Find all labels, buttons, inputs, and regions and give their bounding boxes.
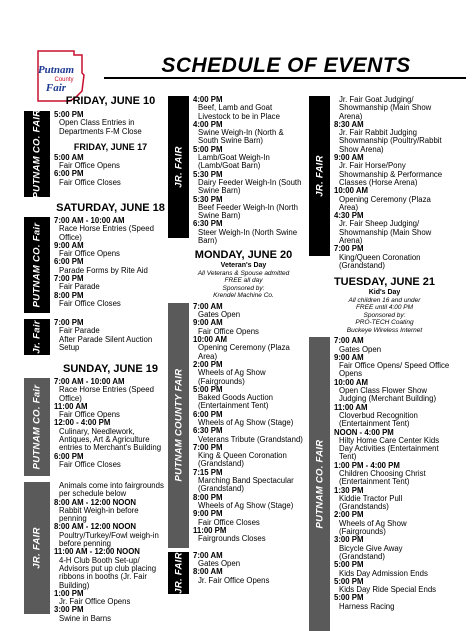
day-subtitle: Sponsored by:: [363, 311, 406, 319]
section-label-text: PUTNAM CO. FAIR: [31, 109, 43, 199]
event-description: Fair Office Opens: [59, 249, 120, 259]
event-time: 6:00 PM: [193, 409, 223, 419]
section-label-text: PUTNAM CO. FAIR: [314, 439, 325, 529]
day-heading-saturday: SATURDAY, JUNE 18: [56, 202, 165, 214]
day-subtitle: All children 16 and under: [348, 296, 421, 304]
event-time: 1:00 PM: [54, 588, 84, 598]
event-time: 11:00 AM - 12:00 NOON: [54, 547, 140, 557]
block-body: [50, 95, 167, 108]
day-subtitle: Krendel Machine Co.: [213, 292, 274, 300]
event-description: Fair Office Closes: [59, 459, 121, 469]
block-body: [24, 95, 50, 108]
section-label-text: PUTNAM COUNTY FAIR: [173, 368, 184, 482]
event-entry: [334, 187, 450, 212]
event-description: Fair Parade: [59, 326, 100, 336]
block-body: [189, 552, 305, 594]
day-subtitle: Buckeye Wireless Internet: [346, 326, 423, 334]
event-entry: [193, 552, 305, 569]
monday-pc-block: [168, 303, 305, 548]
event-description: King & Queen Coronation (Grandstand): [198, 451, 287, 469]
event-time: 11:00 AM: [334, 402, 368, 412]
event-entry: [193, 196, 305, 221]
day-heading-friday-june-17: FRIDAY, JUNE 17: [73, 141, 148, 152]
event-time: 9:00 AM: [334, 352, 364, 362]
day-heading-monday: MONDAY, JUNE 20: [194, 249, 293, 262]
event-time: 5:00 PM: [193, 384, 223, 394]
event-entry: [54, 419, 167, 452]
sunday-pc-block: [24, 378, 167, 476]
event-time: 5:30 PM: [193, 169, 223, 179]
event-entry: [54, 242, 167, 259]
event-time: 5:30 PM: [193, 194, 223, 204]
friday-pc-block: [24, 111, 167, 197]
tuesday-header: [319, 276, 450, 334]
event-time: 4:30 PM: [334, 211, 364, 221]
event-description: Kiddie Tractor Pull (Grandstands): [339, 493, 403, 512]
event-description: Jr. Fair Sheep Judging/ Showmanship (Main Show Arena): [339, 219, 432, 246]
day-subtitle: PRO-TECH Coating: [355, 319, 414, 327]
event-description: Harness Racing: [339, 601, 395, 611]
event-description: Fair Office Closes: [59, 298, 121, 308]
event-time: 3:00 PM: [334, 535, 364, 545]
day-heading-friday-june-10: FRIDAY, JUNE 10: [65, 95, 156, 107]
event-description: Gates Open: [339, 344, 382, 354]
section-label-putnam-co-fair: [309, 337, 330, 631]
event-description: Wheels of Ag Show (Fairgrounds): [198, 368, 266, 386]
page-title: SCHEDULE OF EVENTS: [161, 54, 411, 77]
event-time: 9:00 PM: [193, 509, 223, 519]
section-label-putnam-co-fair: [24, 378, 50, 476]
event-description: Fair Office Closes: [198, 517, 260, 527]
event-entry: [54, 111, 167, 136]
event-time: 12:00 - 4:00 PM: [54, 418, 111, 428]
saturday-jr-block: [24, 319, 167, 355]
event-time: 5:00 PM: [334, 593, 364, 603]
event-entry: [193, 444, 305, 469]
monday-jr-block: [168, 552, 305, 594]
event-entry: [334, 578, 450, 595]
svg-text:Putnam: Putnam: [37, 64, 75, 76]
column-3: [309, 96, 450, 631]
event-time: 6:30 PM: [193, 426, 223, 436]
event-description: Opening Ceremony (Plaza Area): [339, 194, 431, 212]
event-time: 6:00 PM: [54, 169, 84, 179]
event-description: Swine in Barns: [59, 613, 112, 623]
sunday-jr-continued-block: [168, 96, 305, 245]
event-entry: [193, 386, 305, 411]
event-description: Fair Office Opens: [198, 326, 259, 336]
column-1: [24, 92, 167, 623]
event-entry: [54, 336, 167, 353]
event-entry: [54, 499, 167, 524]
svg-text:Fair: Fair: [45, 82, 67, 94]
event-entry: [54, 453, 167, 470]
day-subtitle: Sponsored by:: [222, 284, 265, 292]
event-time: 7:00 PM: [334, 244, 364, 254]
event-time: 2:00 PM: [193, 359, 223, 369]
event-entry: [193, 96, 305, 121]
event-description: Dairy Feeder Weigh-In (South Swine Barn): [198, 177, 302, 196]
event-entry: [193, 361, 305, 386]
section-label-jr-fair: [168, 552, 189, 594]
event-description: Race Horse Entries (Speed Office): [59, 224, 154, 242]
event-description: Parade Forms by Rite Aid: [59, 265, 148, 275]
section-label-jr-fair: [309, 96, 330, 256]
event-description: Beef, Lamb and Goat Livestock to be in Place: [198, 103, 280, 121]
event-description: Wheels of Ag Show (Stage): [198, 418, 294, 427]
event-entry: [193, 146, 305, 171]
event-description: Baked Goods Auction (Entertainment Tent): [198, 393, 273, 411]
day-heading-tuesday: TUESDAY, JUNE 21: [333, 276, 436, 289]
event-entry: [54, 275, 167, 292]
event-time: 10:00 AM: [334, 186, 368, 196]
event-description: Swine Weigh-In (North & South Swine Barn): [198, 128, 284, 146]
event-time: 5:00 AM: [54, 152, 84, 162]
sunday-jr-block: [24, 482, 167, 623]
event-entry: [334, 245, 450, 270]
event-time: 6:30 PM: [193, 219, 223, 229]
event-description: Rabbit Weigh-in before penning: [59, 505, 139, 524]
event-time: 8:30 AM: [334, 119, 364, 129]
event-entry: [193, 527, 305, 544]
monday-header: [182, 249, 305, 300]
section-label-putnam-co-fair: [24, 217, 50, 313]
event-description: Culinary, Needlework, Antiques, Art & Agriculture entries to Merchant's Building: [59, 426, 162, 453]
event-entry: [193, 494, 305, 511]
event-time: 10:00 AM: [193, 335, 227, 345]
event-description: Open Class Flower Show Judging (Merchant Building): [339, 386, 437, 404]
day-subtitle: FREE until 4:00 PM: [355, 304, 414, 312]
event-description: Fair Office Opens: [59, 410, 120, 420]
event-time: 9:00 AM: [54, 240, 84, 250]
section-label-jr-fair: [24, 319, 50, 355]
event-time: 7:00 AM - 10:00 AM: [54, 377, 125, 386]
day-subtitle: Kid's Day: [368, 289, 401, 297]
event-entry: [334, 536, 450, 561]
event-entry: [334, 561, 450, 578]
event-time: 9:00 AM: [334, 153, 364, 163]
monday-jr-continued-block: [309, 96, 450, 270]
event-time: 2:00 PM: [334, 510, 364, 520]
event-description: Jr. Fair Office Opens: [198, 575, 270, 585]
title-divider: [104, 77, 466, 79]
event-entry: [193, 171, 305, 196]
block-body: [50, 319, 167, 355]
event-description: Poultry/Turkey/Fowl weigh-in before penning: [59, 530, 159, 549]
event-entry: [54, 292, 167, 309]
event-entry: [334, 511, 450, 536]
event-description: Jr. Fair Rabbit Judging Showmanship (Poultry/Rabbit Show Arena): [339, 128, 442, 154]
event-time: 8:00 PM: [54, 290, 84, 300]
section-label-jr-fair: [24, 482, 50, 614]
event-description: Fair Office Opens: [59, 161, 120, 171]
event-description: Beef Feeder Weigh-In (North Swine Barn): [198, 202, 298, 221]
event-entry: [193, 568, 305, 585]
block-body: [189, 303, 305, 548]
event-description: Animals come into fairgrounds per schedule below: [59, 481, 164, 499]
event-entry: [193, 427, 305, 444]
event-time: 7:00 PM: [193, 442, 223, 452]
event-time: 4:00 PM: [193, 95, 223, 104]
event-entry: [54, 548, 167, 589]
event-time: 7:15 PM: [193, 467, 223, 477]
event-entry: [334, 354, 450, 379]
event-entry: [54, 170, 167, 187]
block-body: [330, 337, 450, 631]
event-time: 8:00 AM - 12:00 NOON: [54, 522, 137, 532]
event-time: 5:00 PM: [193, 144, 223, 154]
tuesday-pc-block: [309, 337, 450, 631]
day-subtitle: All Veterans & Spouse admitted: [197, 269, 290, 277]
event-entry: [193, 469, 305, 494]
event-entry: [334, 337, 450, 354]
event-description: Steer Weigh-In (North Swine Barn): [198, 227, 298, 246]
event-entry: [54, 403, 167, 420]
section-label-text: JR. FAIR: [173, 552, 184, 594]
event-time: 5:00 PM: [334, 560, 364, 570]
event-time: 3:00 PM: [54, 605, 84, 615]
event-entry: [54, 482, 167, 499]
event-description: Jr. Fair Office Opens: [59, 597, 131, 607]
svg-text:County: County: [54, 77, 74, 83]
event-time: 8:00 AM - 12:00 NOON: [54, 497, 137, 507]
event-time: 11:00 PM: [193, 525, 227, 535]
event-description: Bicycle Give Away (Grandstand): [339, 543, 403, 561]
event-entry: [334, 154, 450, 187]
section-label-text: PUTNAM CO. Fair: [31, 384, 43, 470]
event-time: 6:00 PM: [54, 257, 84, 267]
friday-block: [24, 95, 167, 108]
event-entry: [54, 523, 167, 548]
event-entry: [193, 220, 305, 245]
section-label-text: PUTNAM CO. Fair: [31, 222, 43, 308]
event-description: Fairgrounds Closes: [198, 534, 266, 544]
block-body: [330, 96, 450, 270]
event-description: After Parade Silent Auction Setup: [59, 334, 153, 352]
event-description: Race Horse Entries (Speed Office): [59, 385, 154, 403]
event-description: King/Queen Coronation (Grandstand): [339, 252, 421, 270]
event-description: Open Class Entries in Departments F-M Close: [59, 118, 142, 136]
column-2: [168, 96, 305, 594]
event-entry: [193, 121, 305, 146]
block-body: [50, 217, 167, 313]
event-entry: [193, 319, 305, 336]
event-description: Kids Day Admission Ends: [339, 568, 428, 578]
event-entry: [334, 429, 450, 462]
event-time: 4:00 PM: [193, 119, 223, 129]
event-entry: [193, 336, 305, 361]
event-description: Lamb/Goat Weigh-In (Lamb/Goat Barn): [198, 153, 270, 171]
day-subtitle: FREE all day: [224, 277, 263, 285]
event-entry: [54, 590, 167, 607]
event-description: Children Choosing Christ (Entertainment Tent): [339, 468, 426, 487]
event-description: Marching Band Spectacular (Grandstand): [198, 476, 294, 494]
event-entry: [334, 594, 450, 611]
event-entry: [334, 379, 450, 404]
event-entry: [193, 303, 305, 320]
event-description: Kids Day Ride Special Ends: [339, 585, 437, 595]
block-body: [50, 111, 167, 197]
section-label-jr-fair: [168, 96, 189, 238]
event-time: 7:00 PM: [54, 274, 84, 284]
event-description: Jr. Fair Horse/Pony Showmanship & Performance Classes (Horse Arena): [339, 161, 443, 187]
event-time: 7:00 AM: [193, 301, 223, 311]
event-description: Gates Open: [198, 559, 241, 569]
event-entry: [193, 510, 305, 527]
event-time: 7:00 AM: [193, 550, 223, 560]
day-heading-sunday: SUNDAY, JUNE 19: [63, 363, 158, 375]
event-description: Jr. Fair Goat Judging/ Showmanship (Main Show Arena): [339, 95, 432, 121]
event-description: Hilty Home Care Center Kids Day Activities (Entertainment Tent): [339, 435, 440, 462]
event-entry: [334, 404, 450, 429]
event-time: 5:00 PM: [54, 110, 84, 119]
section-label-text: Jr. Fair: [31, 320, 43, 354]
event-entry: [334, 487, 450, 512]
event-time: 6:00 PM: [54, 451, 84, 461]
event-description: Wheels of Ag Show (Stage): [198, 500, 294, 510]
event-description: Wheels of Ag Show (Fairgrounds): [339, 518, 407, 537]
event-description: Fair Parade: [59, 282, 100, 292]
event-time: NOON - 4:00 PM: [334, 427, 394, 437]
event-entry: [54, 319, 167, 336]
event-description: Fair Office Opens/ Speed Office Opens: [339, 361, 450, 379]
event-time: 8:00 AM: [193, 567, 223, 577]
event-time: 7:00 PM: [54, 318, 84, 327]
event-entry: [54, 217, 167, 242]
block-body: [50, 482, 167, 623]
section-label-text: JR. FAIR: [314, 155, 325, 197]
event-entry: [334, 212, 450, 245]
block-body: [50, 378, 167, 476]
event-time: 10:00 AM: [334, 377, 368, 387]
event-time: 8:00 PM: [193, 492, 223, 502]
event-description: Veterans Tribute (Grandstand): [198, 434, 303, 444]
event-entry: [193, 411, 305, 428]
event-description: Fair Office Closes: [59, 177, 121, 187]
section-label-text: JR. FAIR: [173, 146, 184, 188]
event-time: 1:00 PM - 4:00 PM: [334, 460, 400, 470]
event-description: 4-H Club Booth Set-up/ Advisors put up club placing ribbons in booths (Jr. Fair Building): [59, 555, 157, 590]
event-entry: [334, 96, 450, 121]
event-description: Opening Ceremony (Plaza Area): [198, 343, 290, 361]
section-label-putnam-county-fair: [168, 303, 189, 548]
event-time: 11:00 AM: [54, 401, 88, 411]
event-entry: [54, 378, 167, 403]
event-entry: [54, 154, 167, 171]
day-subtitle: Veteran's Day: [220, 262, 267, 270]
section-label-text: JR. FAIR: [31, 527, 43, 569]
event-entry: [54, 258, 167, 275]
block-body: [189, 96, 305, 245]
event-entry: [54, 606, 167, 623]
event-time: 7:00 AM - 10:00 AM: [54, 216, 125, 225]
event-description: Gates Open: [198, 310, 241, 320]
event-time: 9:00 AM: [193, 318, 223, 328]
saturday-pc-block: [24, 217, 167, 313]
event-time: 5:00 PM: [334, 576, 364, 586]
event-entry: [334, 121, 450, 154]
event-time: 7:00 AM: [334, 336, 364, 346]
event-time: 1:30 PM: [334, 485, 364, 495]
section-label-putnam-co-fair: [24, 111, 50, 197]
event-entry: [334, 462, 450, 487]
event-description: Cloverbud Recognition (Entertainment Tent): [339, 410, 418, 429]
